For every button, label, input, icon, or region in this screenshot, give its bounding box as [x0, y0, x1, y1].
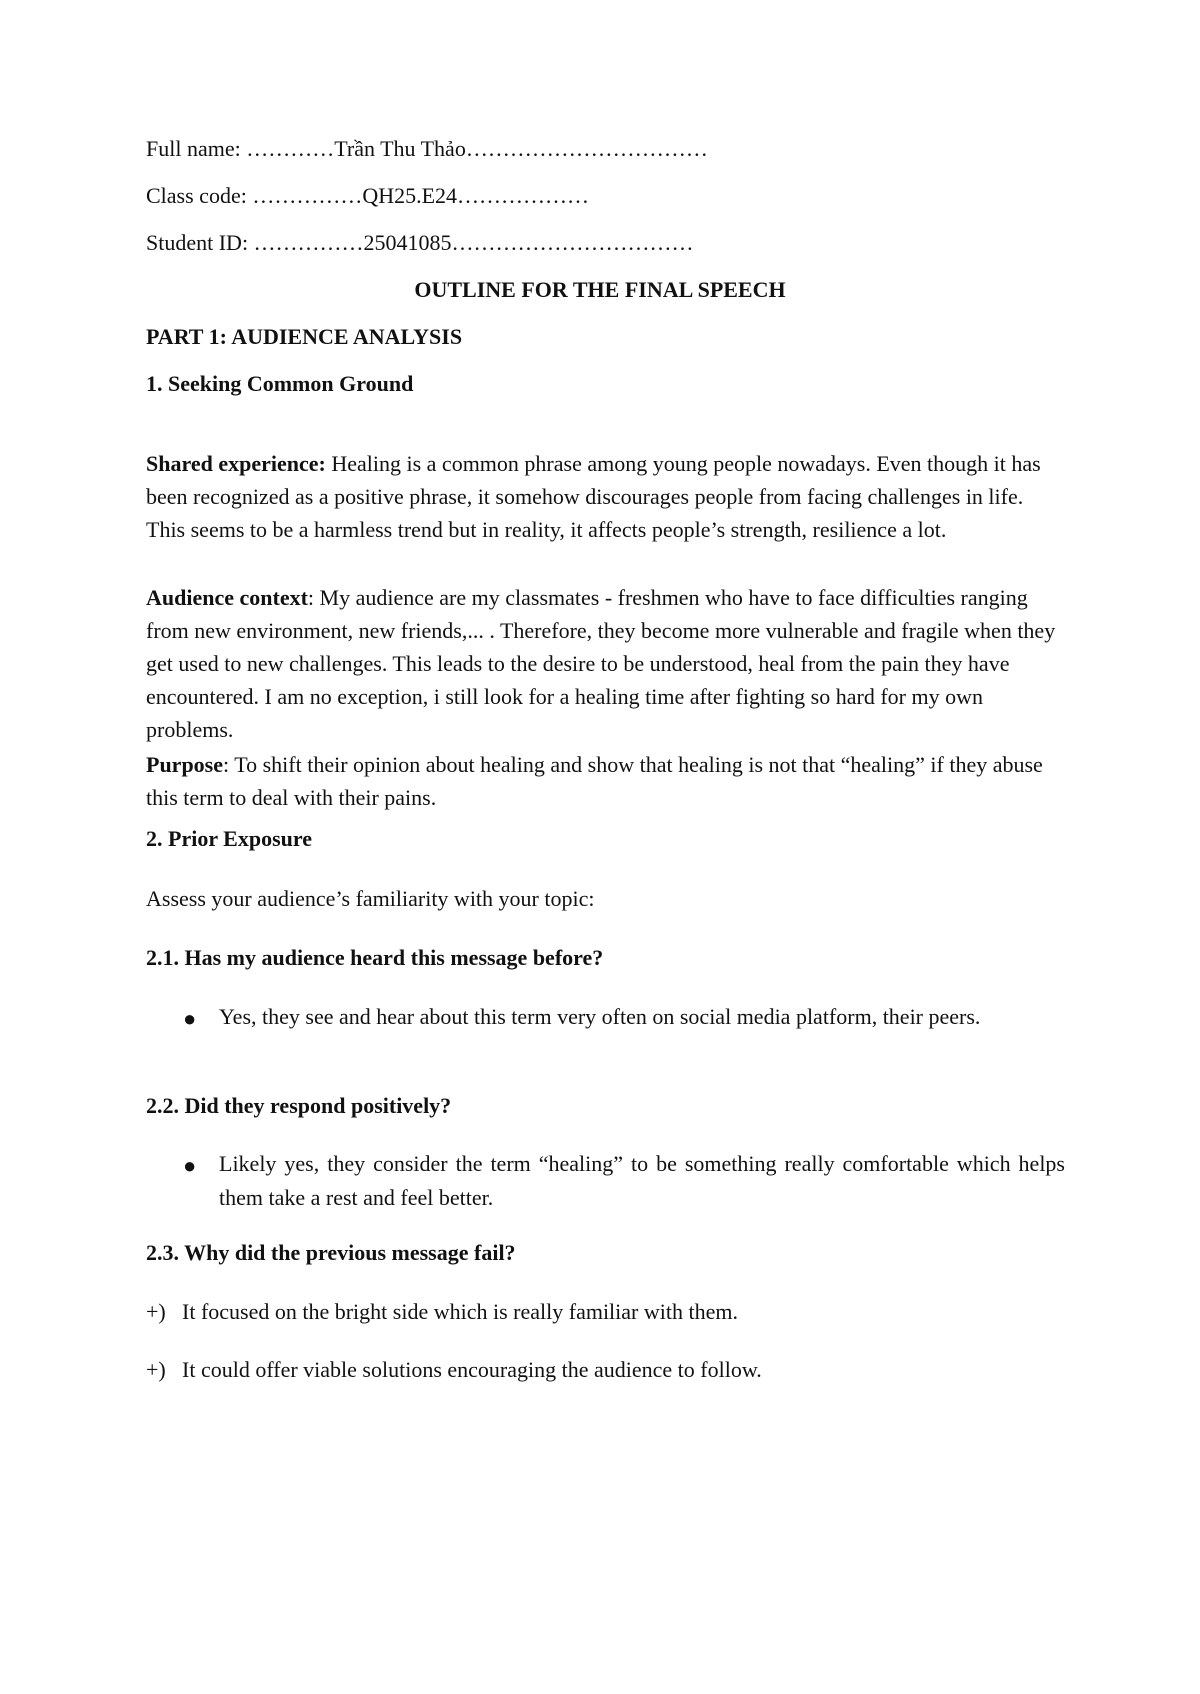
- purpose-label: Purpose: [146, 752, 223, 777]
- plus-marker: +): [146, 1357, 166, 1382]
- section2-intro: Assess your audience’s familiarity with your topic:: [146, 886, 595, 911]
- answer-2-2: Likely yes, they consider the term “healing” to be something really comfortable which helps them take a rest and feel better.: [219, 1151, 1065, 1210]
- purpose-text: : To shift their opinion about healing and show that healing is not that “healing” if they abuse this term to deal with their pains.: [146, 752, 1043, 810]
- reason-text: It focused on the bright side which is really familiar with them.: [182, 1299, 738, 1324]
- answer-2-1: Yes, they see and hear about this term very often on social media platform, their peers.: [219, 1004, 981, 1029]
- question-2-1: 2.1. Has my audience heard this message before?: [146, 945, 604, 970]
- reason-item: [146, 1299, 738, 1325]
- shared-experience-label: Shared experience:: [146, 451, 326, 476]
- shared-experience-text: Healing is a common phrase among young people nowadays. Even though it has been recognized as a positive phrase, it somehow discourages people from facing challenges in life. This seems to be a harmless trend but in reality, it affects people’s strength, resilience a lot.: [146, 451, 1041, 542]
- shared-experience-paragraph: [146, 447, 1066, 546]
- question-2-2: 2.2. Did they respond positively?: [146, 1093, 452, 1118]
- section1-heading: 1. Seeking Common Ground: [146, 371, 414, 396]
- purpose-paragraph: [146, 748, 1066, 814]
- class-code-line: Class code: ……………QH25.E24………………: [146, 183, 590, 208]
- question-2-3: 2.3. Why did the previous message fail?: [146, 1240, 516, 1265]
- part1-heading: PART 1: AUDIENCE ANALYSIS: [146, 324, 463, 349]
- audience-context-paragraph: [146, 581, 1066, 746]
- document-title: OUTLINE FOR THE FINAL SPEECH: [414, 277, 786, 302]
- full-name-line: Full name: …………Trần Thu Thảo……………………………: [146, 136, 708, 161]
- section2-heading: 2. Prior Exposure: [146, 826, 313, 851]
- student-id-line: Student ID: ……………25041085……………………………: [146, 230, 694, 255]
- bullet-icon: ●: [183, 1006, 197, 1031]
- reason-text: It could offer viable solutions encouraging the audience to follow.: [182, 1357, 762, 1382]
- bullet-icon: ●: [183, 1153, 197, 1178]
- reason-item: [146, 1357, 762, 1383]
- plus-marker: +): [146, 1299, 166, 1324]
- audience-context-label: Audience context: [146, 585, 308, 610]
- audience-context-text: : My audience are my classmates - freshmen who have to face difficulties ranging from new environment, new friends,... . Therefore, they become more vulnerable and fragile when they get used to new challenges. This leads to the desire to be understood, heal from the pain they have encountered. I am no exception, i still look for a healing time after fighting so hard for my own problems.: [146, 585, 1056, 742]
